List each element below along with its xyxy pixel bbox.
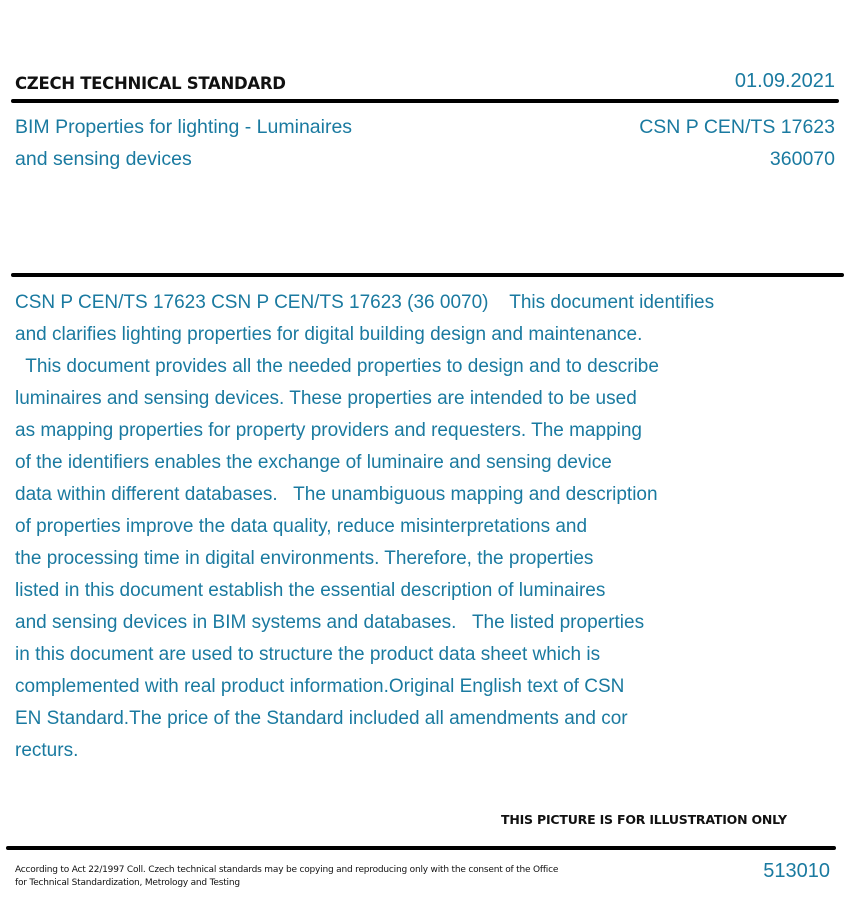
standard-title-line-2: and sensing devices — [15, 148, 192, 170]
document-type-label: CZECH TECHNICAL STANDARD — [15, 74, 286, 93]
legal-notice-line: for Technical Standardization, Metrology and Testing — [15, 878, 240, 888]
standard-designation: CSN P CEN/TS 17623 — [639, 116, 835, 138]
abstract-line: and sensing devices in BIM systems and databases. The listed properties — [15, 612, 645, 633]
abstract-line: of properties improve the data quality, reduce misinterpretations and — [15, 516, 588, 537]
abstract-line: of the identifiers enables the exchange of luminaire and sensing device — [15, 452, 612, 473]
abstract-line: CSN P CEN/TS 17623 CSN P CEN/TS 17623 (36 0070) This document identifies — [15, 292, 715, 313]
legal-notice — [15, 864, 595, 890]
publication-date: 01.09.2021 — [734, 70, 835, 92]
abstract-line: luminaires and sensing devices. These properties are intended to be used — [15, 388, 637, 409]
abstract-line: as mapping properties for property providers and requesters. The mapping — [15, 420, 642, 441]
abstract-line: EN Standard.The price of the Standard included all amendments and cor — [15, 708, 628, 729]
standard-title-line-1: BIM Properties for lighting - Luminaires — [15, 116, 353, 138]
classification-code: 360070 — [769, 148, 835, 170]
header-divider — [11, 99, 839, 103]
section-divider — [11, 273, 844, 277]
abstract-line: listed in this document establish the essential description of luminaires — [15, 580, 606, 601]
abstract-line: This document provides all the needed properties to design and to describe — [15, 356, 659, 377]
product-code: 513010 — [763, 860, 830, 882]
abstract-line: recturs. — [15, 740, 79, 761]
abstract-text — [15, 287, 815, 767]
abstract-line: complemented with real product information.Original English text of CSN — [15, 676, 625, 697]
illustration-notice: THIS PICTURE IS FOR ILLUSTRATION ONLY — [501, 812, 787, 827]
legal-notice-line: According to Act 22/1997 Coll. Czech technical standards may be copying and reproducing only with the consent of the Office — [15, 865, 559, 875]
abstract-line: in this document are used to structure the product data sheet which is — [15, 644, 601, 665]
footer-divider — [6, 846, 836, 850]
abstract-line: the processing time in digital environments. Therefore, the properties — [15, 548, 594, 569]
abstract-line: data within different databases. The unambiguous mapping and description — [15, 484, 658, 505]
abstract-line: and clarifies lighting properties for digital building design and maintenance. — [15, 324, 643, 345]
